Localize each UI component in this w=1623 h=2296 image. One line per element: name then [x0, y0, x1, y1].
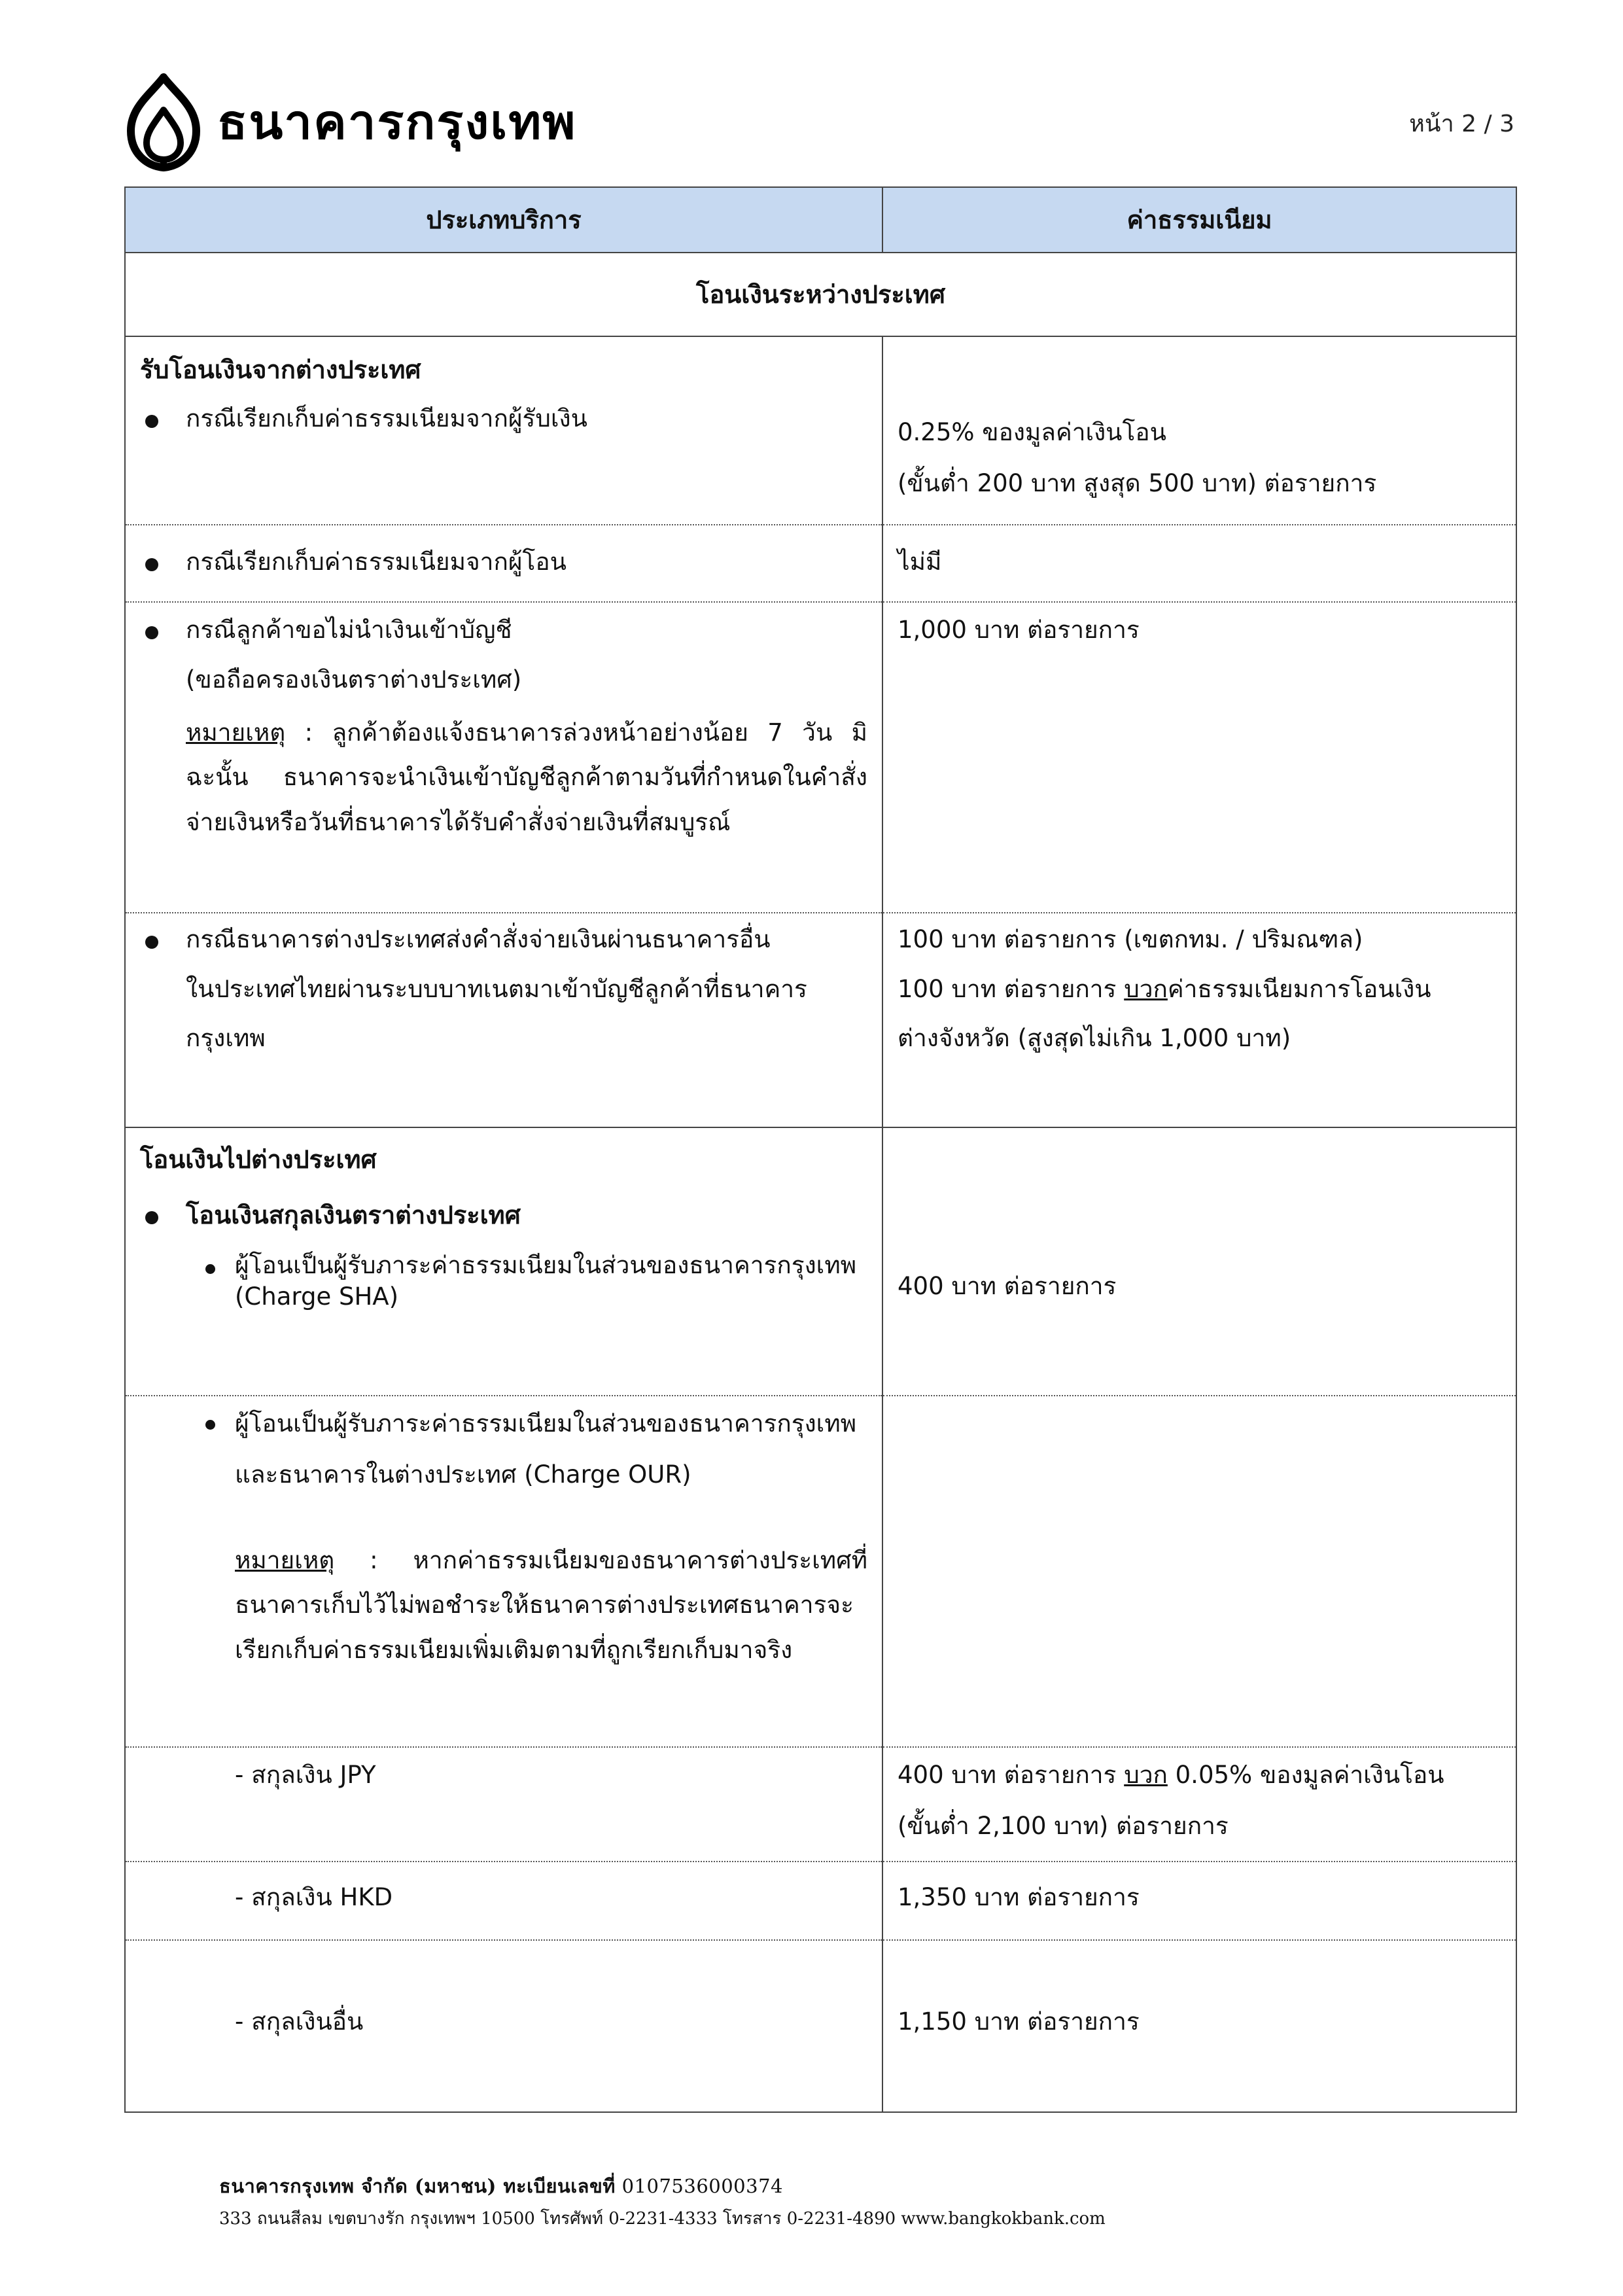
page-footer	[219, 2171, 1106, 2232]
table-row	[125, 336, 1516, 525]
table-row	[125, 913, 1516, 1127]
fee-text: 400 บาท ต่อรายการ	[898, 1272, 1117, 1300]
table-row	[125, 1396, 1516, 1747]
fee-text: 100 บาท ต่อรายการ บวกค่าธรรมเนียมการโอนเงิน	[898, 974, 1431, 1003]
page-header	[124, 73, 1514, 171]
bank-logo	[124, 73, 576, 171]
service-text: - สกุลเงินอื่น	[235, 2007, 364, 2036]
table-row	[125, 1747, 1516, 1862]
note-body: : หากค่าธรรมเนียมของธนาคารต่างประเทศที่ธนาคารเก็บไว้ไม่พอชำระให้ธนาคารต่างประเทศธนาคารจะเรียกเก็บค่าธรรมเนียมเพิ่มเติมตามที่ถูกเรียกเก็บมาจริง	[235, 1546, 867, 1664]
fee-text: (ขั้นต่ำ 200 บาท สูงสุด 500 บาท) ต่อรายการ	[898, 468, 1377, 497]
fee-text: 1,000 บาท ต่อรายการ	[898, 616, 1140, 644]
col-header-fee: ค่าธรรมเนียม	[882, 187, 1516, 253]
table-header-row	[125, 187, 1516, 253]
note-text	[140, 1538, 867, 1672]
fee-text: (ขั้นต่ำ 2,100 บาท) ต่อรายการ	[898, 1811, 1229, 1840]
note-text	[140, 711, 867, 845]
service-text: และธนาคารในต่างประเทศ (Charge OUR)	[235, 1460, 691, 1489]
group-title-outbound: โอนเงินไปต่างประเทศ	[140, 1145, 377, 1174]
col-header-service: ประเภทบริการ	[125, 187, 882, 253]
service-text: กรณีลูกค้าขอไม่นำเงินเข้าบัญชี	[140, 612, 867, 648]
service-text: ผู้โอนเป็นผู้รับภาระค่าธรรมเนียมในส่วนของธนาคารกรุงเทพ	[140, 1405, 867, 1442]
footer-company: ธนาคารกรุงเทพ จำกัด (มหาชน) ทะเบียนเลขที่ 0107536000374	[219, 2175, 783, 2197]
subgroup-title: โอนเงินสกุลเงินตราต่างประเทศ	[140, 1197, 867, 1234]
fee-text: 100 บาท ต่อรายการ (เขตกทม. / ปริมณฑล)	[898, 925, 1363, 953]
page-number: หน้า 2 / 3	[1409, 111, 1514, 137]
plus-label: บวก	[1124, 1761, 1168, 1789]
service-text: ในประเทศไทยผ่านระบบบาทเนตมาเข้าบัญชีลูกค้าที่ธนาคาร	[186, 974, 807, 1003]
section-title: โอนเงินระหว่างประเทศ	[125, 253, 1516, 336]
fee-text: 0.25% ของมูลค่าเงินโอน	[898, 418, 1166, 446]
bangkok-bank-lotus-icon	[124, 73, 203, 171]
service-text: กรณีเรียกเก็บค่าธรรมเนียมจากผู้โอน	[140, 544, 867, 580]
section-row	[125, 253, 1516, 336]
service-text: กรณีเรียกเก็บค่าธรรมเนียมจากผู้รับเงิน	[140, 400, 867, 437]
table-row	[125, 1127, 1516, 1396]
note-body: : ลูกค้าต้องแจ้งธนาคารล่วงหน้าอย่างน้อย 7 วัน มิฉะนั้น ธนาคารจะนำเงินเข้าบัญชีลูกค้าตามวันที่กำหนดในคำสั่งจ่ายเงินหรือวันที่ธนาคารได้รับคำสั่งจ่ายเงินที่สมบูรณ์	[186, 718, 867, 836]
service-text: - สกุลเงิน HKD	[235, 1883, 393, 1911]
plus-label: บวก	[1124, 974, 1168, 1003]
footer-reg-no: 0107536000374	[615, 2175, 783, 2197]
note-label: หมายเหตุ	[186, 718, 286, 747]
table-row	[125, 1940, 1516, 2112]
service-text: กรุงเทพ	[186, 1024, 266, 1052]
service-text: - สกุลเงิน JPY	[235, 1761, 376, 1789]
service-text: ผู้โอนเป็นผู้รับภาระค่าธรรมเนียมในส่วนของธนาคารกรุงเทพ (Charge SHA)	[140, 1250, 867, 1313]
footer-address: 333 ถนนสีลม เขตบางรัก กรุงเทพฯ 10500 โทรศัพท์ 0-2231-4333 โทรสาร 0-2231-4890 www.bangkokbank.com	[219, 2209, 1106, 2229]
logo-wordmark: ธนาคารกรุงเทพ	[217, 94, 577, 150]
fee-text: 1,350 บาท ต่อรายการ	[898, 1883, 1140, 1911]
service-text: กรณีธนาคารต่างประเทศส่งคำสั่งจ่ายเงินผ่านธนาคารอื่น	[140, 921, 867, 958]
group-title-inbound: รับโอนเงินจากต่างประเทศ	[140, 355, 421, 384]
fee-table	[124, 186, 1517, 2113]
table-row	[125, 1862, 1516, 1940]
note-label: หมายเหตุ	[235, 1546, 335, 1574]
table-row	[125, 525, 1516, 602]
fee-text: ต่างจังหวัด (สูงสุดไม่เกิน 1,000 บาท)	[898, 1024, 1291, 1052]
service-text: (ขอถือครองเงินตราต่างประเทศ)	[186, 665, 522, 694]
table-row	[125, 602, 1516, 913]
fee-text: 400 บาท ต่อรายการ บวก 0.05% ของมูลค่าเงินโอน	[898, 1761, 1444, 1789]
fee-text: ไม่มี	[898, 548, 942, 576]
fee-text: 1,150 บาท ต่อรายการ	[898, 2007, 1140, 2036]
